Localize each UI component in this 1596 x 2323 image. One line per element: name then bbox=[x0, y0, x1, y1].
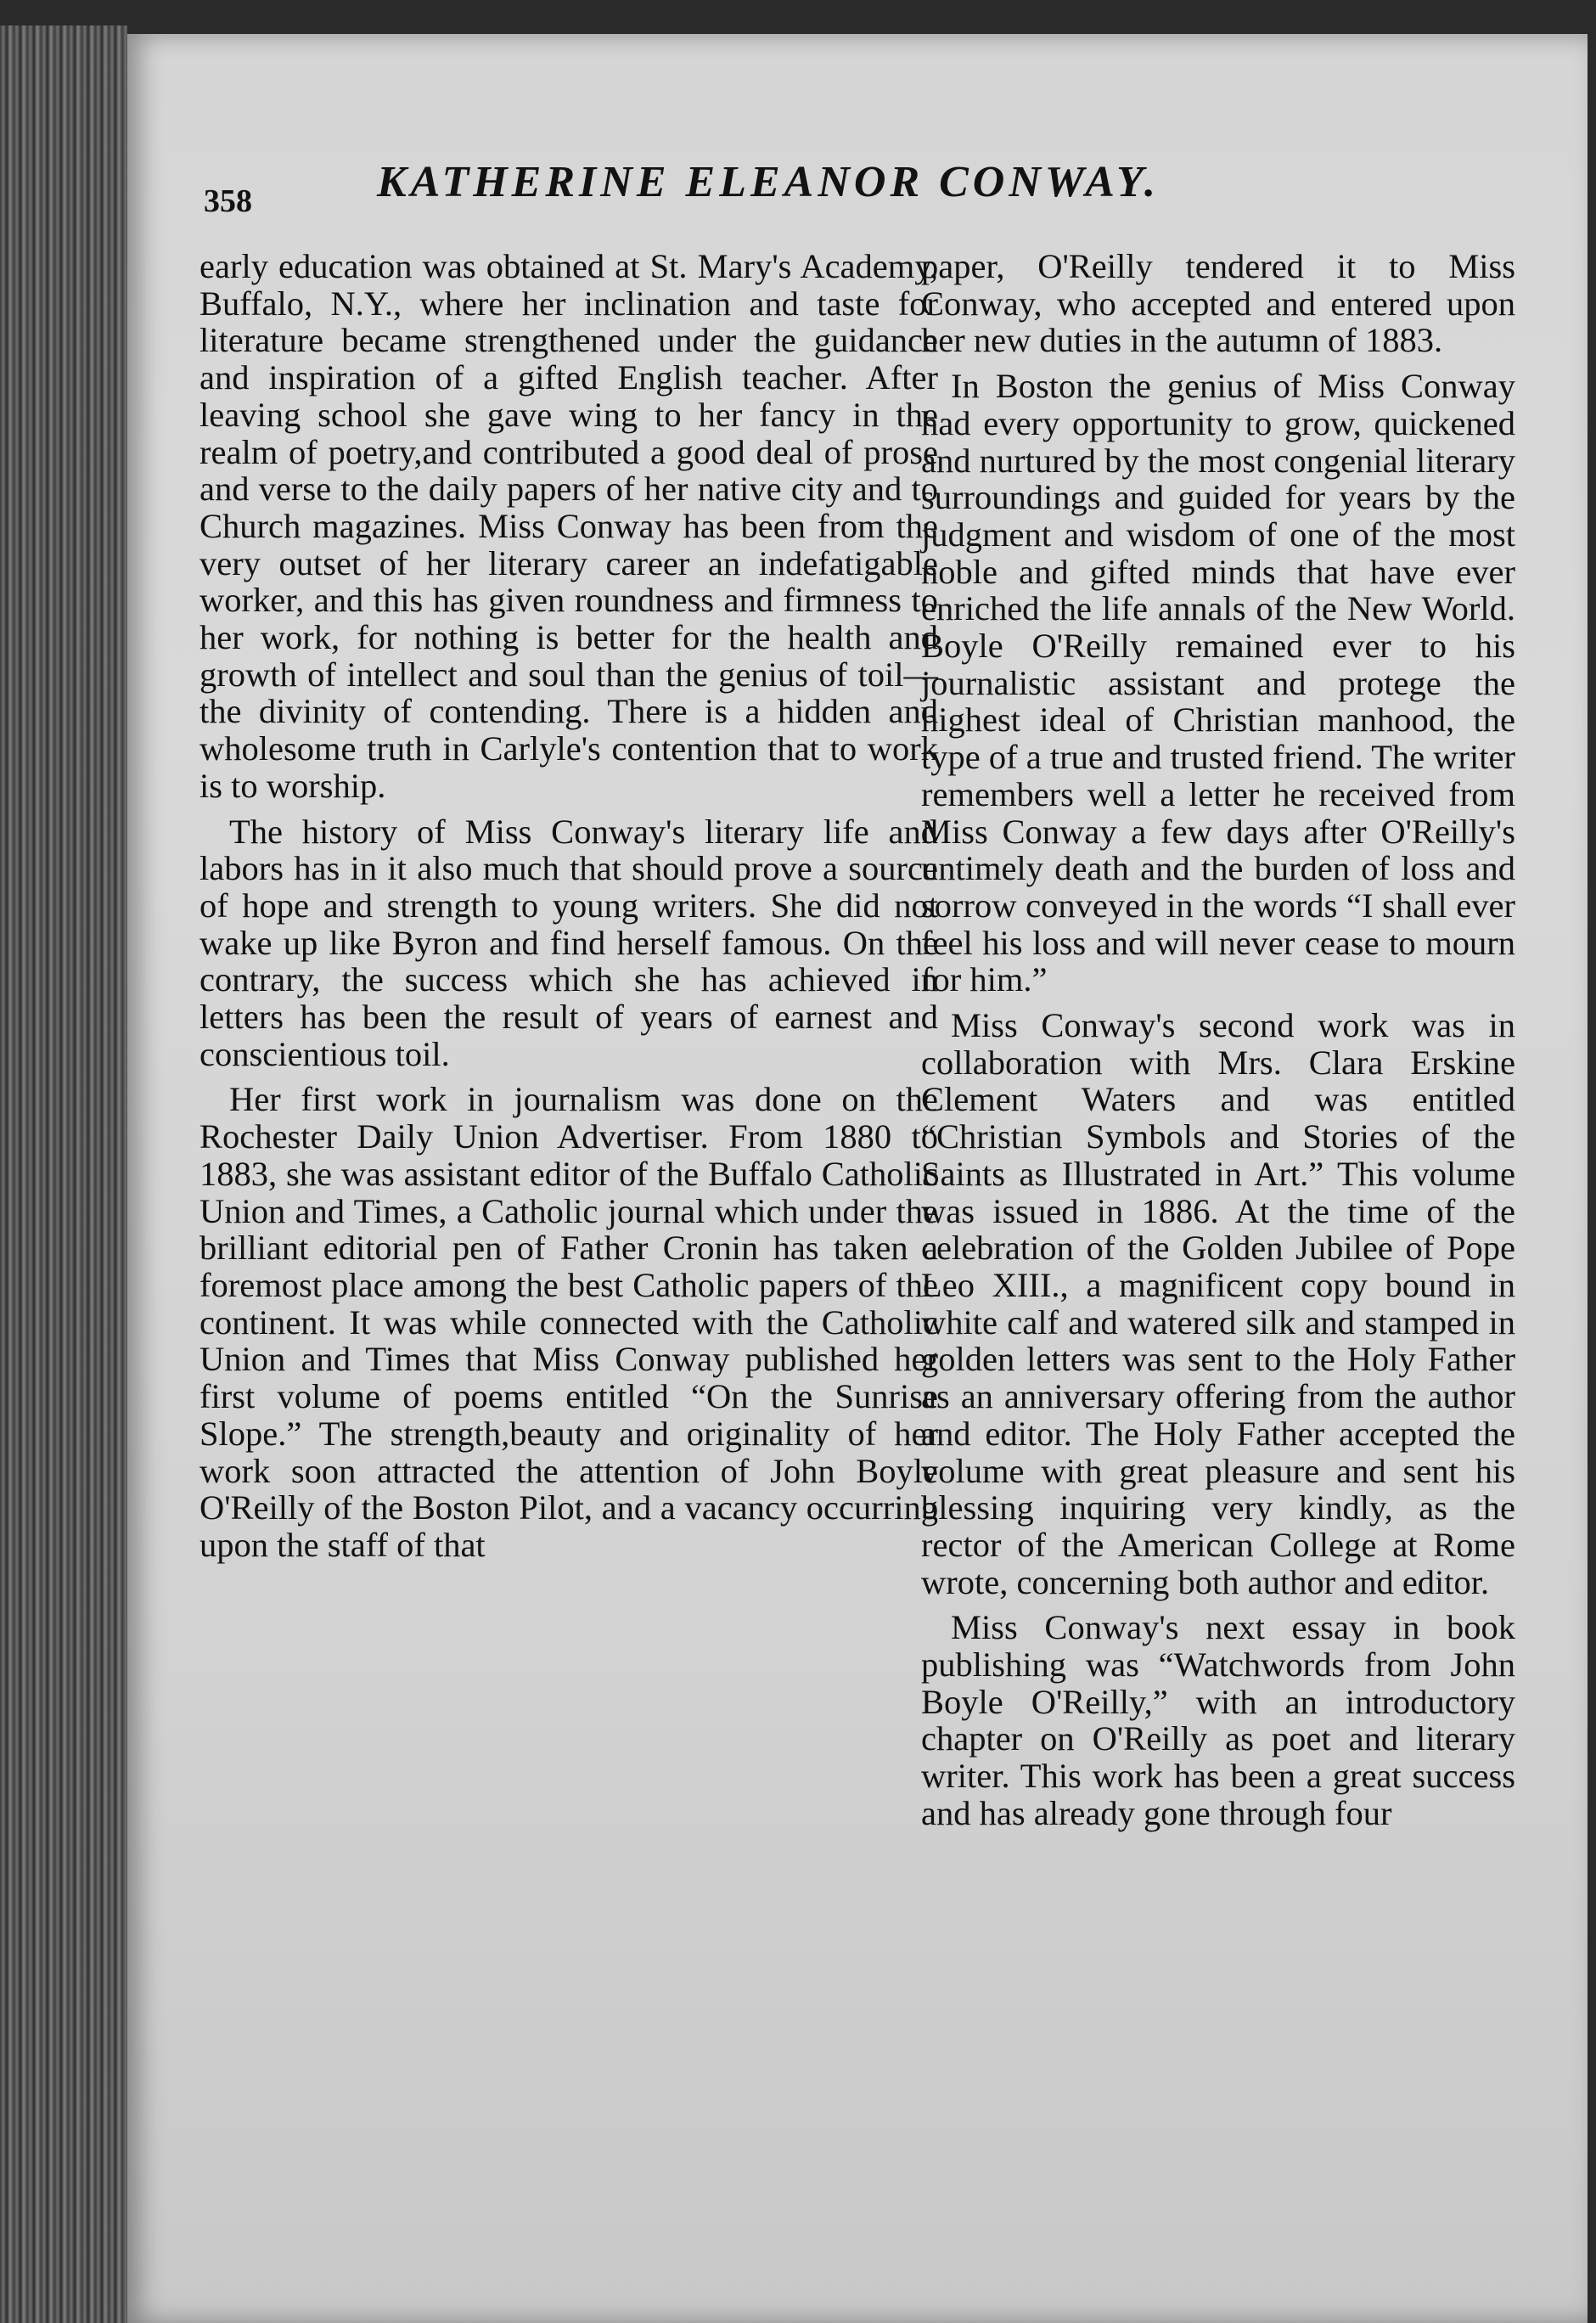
paragraph: Her first work in journalism was done on the Rochester Daily Union Advertiser. From 1880 to 1883, she was assistant editor of the Buffalo Catholic Union and Times, a Catholic journal which under the brilliant editorial pen of Father Cronin has taken a foremost place among the best Catholic papers of the continent. It was while connected with the Catholic Union and Times that Miss Conway published her first volume of poems entitled “On the Sunrise Slope.” The strength,beauty and originality of her work soon attracted the attention of John Boyle O'Reilly of the Boston Pilot, and a vacancy occurring upon the staff of that bbox=[200, 1080, 938, 1564]
right-column bbox=[921, 248, 1515, 1832]
paragraph: paper, O'Reilly tendered it to Miss Conway, who accepted and entered upon her new duties in the autumn of 1883. bbox=[921, 247, 1515, 360]
paragraph: Miss Conway's second work was in collaboration with Mrs. Clara Erskine Clement Waters and was entitled “Christian Symbols and Stories of the Saints as Illustrated in Art.” This volume was issued in 1886. At the time of the celebration of the Golden Jubilee of Pope Leo XIII., a magnificent copy bound in white calf and watered silk and stamped in golden letters was sent to the Holy Father as an anniversary offering from the author and editor. The Holy Father accepted the volume with great pleasure and sent his blessing inquiring very kindly, as the rector of the American College at Rome wrote, concerning both author and editor. bbox=[921, 1006, 1515, 1601]
paragraph: The history of Miss Conway's literary life and labors has in it also much that should prove a source of hope and strength to young writers. She did not wake up like Byron and find herself famous. On the contrary, the success which she has achieved in letters has been the result of years of earnest and conscientious toil. bbox=[200, 812, 938, 1073]
paragraph: In Boston the genius of Miss Conway had every opportunity to grow, quickened and nurtured by the most congenial literary surroundings and guided for years by the judgment and wisdom of one of the most noble and gifted minds that have ever enriched the life annals of the New World. Boyle O'Reilly remained ever to his journalistic assistant and protege the highest ideal of Christian manhood, the type of a true and trusted friend. The writer remembers well a letter he received from Miss Conway a few days after O'Reilly's untimely death and the burden of loss and sorrow conveyed in the words “I shall ever feel his loss and will never cease to mourn for him.” bbox=[921, 367, 1515, 999]
paragraph: Miss Conway's next essay in book publishing was “Watchwords from John Boyle O'Reilly,” with an introductory chapter on O'Reilly as poet and literary writer. This work has been a great success and has already gone through four bbox=[921, 1608, 1515, 1832]
page-number: 358 bbox=[204, 183, 252, 219]
page-header bbox=[204, 157, 1205, 225]
left-column bbox=[200, 248, 938, 1564]
paragraph: early education was obtained at St. Mary's Academy, Buffalo, N.Y., where her inclination and taste for literature became strengthened under the guidance and inspiration of a gifted English teacher. After leaving school she gave wing to her fancy in the realm of poetry,and contributed a good deal of prose and verse to the daily papers of her native city and to Church magazines. Miss Conway has been from the very outset of her literary career an indefatigable worker, and this has given roundness and firmness to her work, for nothing is better for the health and growth of intellect and soul than the genius of toil—the divinity of contending. There is a hidden and wholesome truth in Carlyle's contention that to work is to worship. bbox=[200, 247, 938, 805]
running-head: KATHERINE ELEANOR CONWAY. bbox=[376, 158, 1160, 206]
book-page-edges bbox=[0, 25, 127, 2323]
